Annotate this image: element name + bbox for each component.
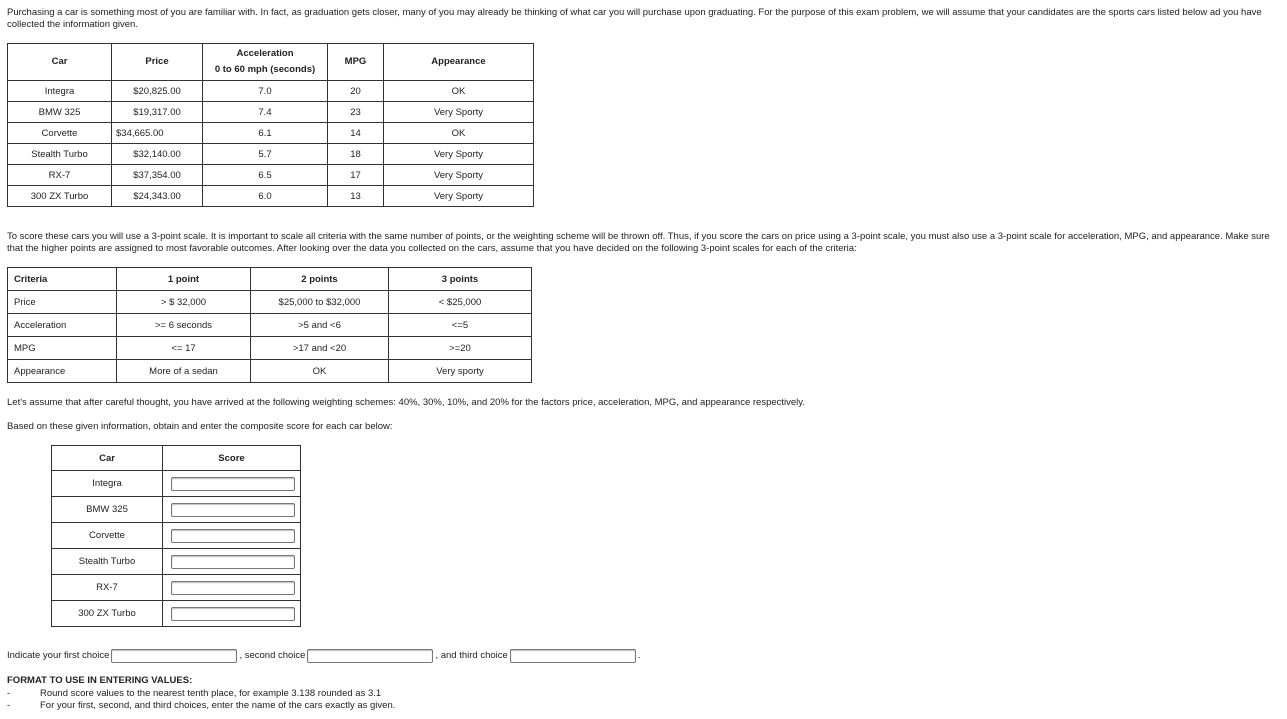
table-row bbox=[52, 575, 301, 601]
header-criteria: Criteria bbox=[8, 268, 117, 291]
bullet-dash: - bbox=[7, 688, 11, 699]
cell-mpg: 20 bbox=[328, 81, 384, 102]
cell-price: $32,140.00 bbox=[112, 144, 203, 165]
cell-price: $37,354.00 bbox=[112, 165, 203, 186]
table-row bbox=[52, 523, 301, 549]
cell-2-points: >17 and <20 bbox=[251, 337, 389, 360]
cell-car: Integra bbox=[8, 81, 112, 102]
cell-3-points: Very sporty bbox=[389, 360, 532, 383]
table-row bbox=[8, 314, 532, 337]
scale-intro-paragraph: To score these cars you will use a 3-point scale. It is important to scale all criteria with the same number of points, or the weighting scheme will be thrown off. Thus, if you score the cars on price using a 3-point scale, you must also use a 3-point scale for acceleration, MPG, and appearance. Make sure that the higher points are assigned to most favorable outcomes. After looking over the data you collected on the cars, assume that you have decided on the following 3-point scales for each of the criteria: bbox=[7, 231, 1270, 254]
score-input-rx-7[interactable] bbox=[171, 581, 295, 595]
cell-criteria: Price bbox=[8, 291, 117, 314]
cell-car: Corvette bbox=[8, 123, 112, 144]
cell-criteria: Appearance bbox=[8, 360, 117, 383]
table-row bbox=[8, 123, 534, 144]
first-choice-input[interactable] bbox=[111, 649, 237, 663]
format-item-text: For your first, second, and third choices, enter the name of the cars exactly as given. bbox=[40, 700, 396, 711]
weighting-paragraph: Let's assume that after careful thought, you have arrived at the following weighting schemes: 40%, 30%, 10%, and 20% for the factors price, acceleration, MPG, and appearance respectively. bbox=[7, 397, 805, 408]
second-choice-label: , second choice bbox=[239, 650, 306, 661]
cell-score bbox=[163, 471, 301, 497]
header-2-points: 2 points bbox=[251, 268, 389, 291]
header-score: Score bbox=[163, 446, 301, 471]
instruction-paragraph: Based on these given information, obtain and enter the composite score for each car below: bbox=[7, 421, 393, 432]
score-input-bmw-325[interactable] bbox=[171, 503, 295, 517]
score-input-corvette[interactable] bbox=[171, 529, 295, 543]
header-acceleration bbox=[203, 44, 328, 81]
cell-3-points: < $25,000 bbox=[389, 291, 532, 314]
cell-2-points: >5 and <6 bbox=[251, 314, 389, 337]
table-header-row bbox=[52, 446, 301, 471]
table-row bbox=[52, 497, 301, 523]
cell-car: RX-7 bbox=[8, 165, 112, 186]
header-mpg: MPG bbox=[328, 44, 384, 81]
cell-score bbox=[163, 523, 301, 549]
table-row bbox=[8, 186, 534, 207]
cell-mpg: 17 bbox=[328, 165, 384, 186]
cell-price: $20,825.00 bbox=[112, 81, 203, 102]
table-row bbox=[8, 144, 534, 165]
cell-3-points: <=5 bbox=[389, 314, 532, 337]
second-choice-input[interactable] bbox=[307, 649, 433, 663]
cell-criteria: MPG bbox=[8, 337, 117, 360]
cell-car: RX-7 bbox=[52, 575, 163, 601]
cell-1-point: More of a sedan bbox=[117, 360, 251, 383]
cell-appearance: Very Sporty bbox=[384, 186, 534, 207]
choices-row bbox=[7, 648, 640, 663]
cell-car: 300 ZX Turbo bbox=[52, 601, 163, 627]
cell-1-point: >= 6 seconds bbox=[117, 314, 251, 337]
table-row bbox=[52, 471, 301, 497]
table-row bbox=[8, 360, 532, 383]
table-row bbox=[8, 291, 532, 314]
cell-mpg: 13 bbox=[328, 186, 384, 207]
table-header-row bbox=[8, 44, 534, 81]
cell-accel: 7.4 bbox=[203, 102, 328, 123]
cell-appearance: OK bbox=[384, 81, 534, 102]
cell-3-points: >=20 bbox=[389, 337, 532, 360]
cell-car: Integra bbox=[52, 471, 163, 497]
table-header-row bbox=[8, 268, 532, 291]
header-appearance: Appearance bbox=[384, 44, 534, 81]
bullet-dash: - bbox=[7, 700, 11, 711]
cell-appearance: Very Sporty bbox=[384, 165, 534, 186]
table-row bbox=[52, 601, 301, 627]
header-accel-line1: Acceleration bbox=[236, 48, 294, 59]
cell-appearance: OK bbox=[384, 123, 534, 144]
format-title: FORMAT TO USE IN ENTERING VALUES: bbox=[7, 675, 193, 686]
score-input-300-zx-turbo[interactable] bbox=[171, 607, 295, 621]
criteria-scale-table bbox=[7, 267, 532, 383]
cell-car: Stealth Turbo bbox=[52, 549, 163, 575]
cell-mpg: 18 bbox=[328, 144, 384, 165]
first-choice-label: Indicate your first choice bbox=[7, 650, 110, 661]
cell-accel: 6.1 bbox=[203, 123, 328, 144]
cell-score bbox=[163, 497, 301, 523]
table-row bbox=[52, 549, 301, 575]
table-row bbox=[8, 337, 532, 360]
table-row bbox=[8, 102, 534, 123]
table-row bbox=[8, 81, 534, 102]
cell-accel: 7.0 bbox=[203, 81, 328, 102]
cell-score bbox=[163, 601, 301, 627]
cell-1-point: <= 17 bbox=[117, 337, 251, 360]
cell-car: 300 ZX Turbo bbox=[8, 186, 112, 207]
cell-car: Stealth Turbo bbox=[8, 144, 112, 165]
header-accel-line2: 0 to 60 mph (seconds) bbox=[214, 64, 316, 75]
cell-appearance: Very Sporty bbox=[384, 102, 534, 123]
cell-accel: 5.7 bbox=[203, 144, 328, 165]
cell-appearance: Very Sporty bbox=[384, 144, 534, 165]
cell-mpg: 23 bbox=[328, 102, 384, 123]
cell-price: $34,665.00 bbox=[112, 123, 203, 144]
header-car: Car bbox=[52, 446, 163, 471]
header-price: Price bbox=[112, 44, 203, 81]
cell-car: Corvette bbox=[52, 523, 163, 549]
score-entry-table bbox=[51, 445, 301, 627]
cell-score bbox=[163, 549, 301, 575]
cell-mpg: 14 bbox=[328, 123, 384, 144]
table-row bbox=[8, 165, 534, 186]
cell-criteria: Acceleration bbox=[8, 314, 117, 337]
cell-price: $24,343.00 bbox=[112, 186, 203, 207]
header-car: Car bbox=[8, 44, 112, 81]
cars-data-table bbox=[7, 43, 534, 207]
third-choice-input[interactable] bbox=[510, 649, 636, 663]
header-1-point: 1 point bbox=[117, 268, 251, 291]
cell-2-points: OK bbox=[251, 360, 389, 383]
cell-price: $19,317.00 bbox=[112, 102, 203, 123]
cell-accel: 6.5 bbox=[203, 165, 328, 186]
third-choice-label: , and third choice bbox=[435, 650, 508, 661]
cell-score bbox=[163, 575, 301, 601]
cell-2-points: $25,000 to $32,000 bbox=[251, 291, 389, 314]
cell-car: BMW 325 bbox=[8, 102, 112, 123]
intro-paragraph: Purchasing a car is something most of you are familiar with. In fact, as graduation gets closer, many of you may already be thinking of what car you will purchase upon graduating. For the purpose of this exam problem, we will assume that your candidates are the sports cars listed below ad you have collected the information given. bbox=[7, 7, 1262, 30]
score-input-stealth-turbo[interactable] bbox=[171, 555, 295, 569]
sentence-end: . bbox=[637, 650, 641, 661]
score-input-integra[interactable] bbox=[171, 477, 295, 491]
cell-accel: 6.0 bbox=[203, 186, 328, 207]
header-3-points: 3 points bbox=[389, 268, 532, 291]
format-item-text: Round score values to the nearest tenth place, for example 3.138 rounded as 3.1 bbox=[40, 688, 382, 699]
cell-car: BMW 325 bbox=[52, 497, 163, 523]
cell-1-point: > $ 32,000 bbox=[117, 291, 251, 314]
